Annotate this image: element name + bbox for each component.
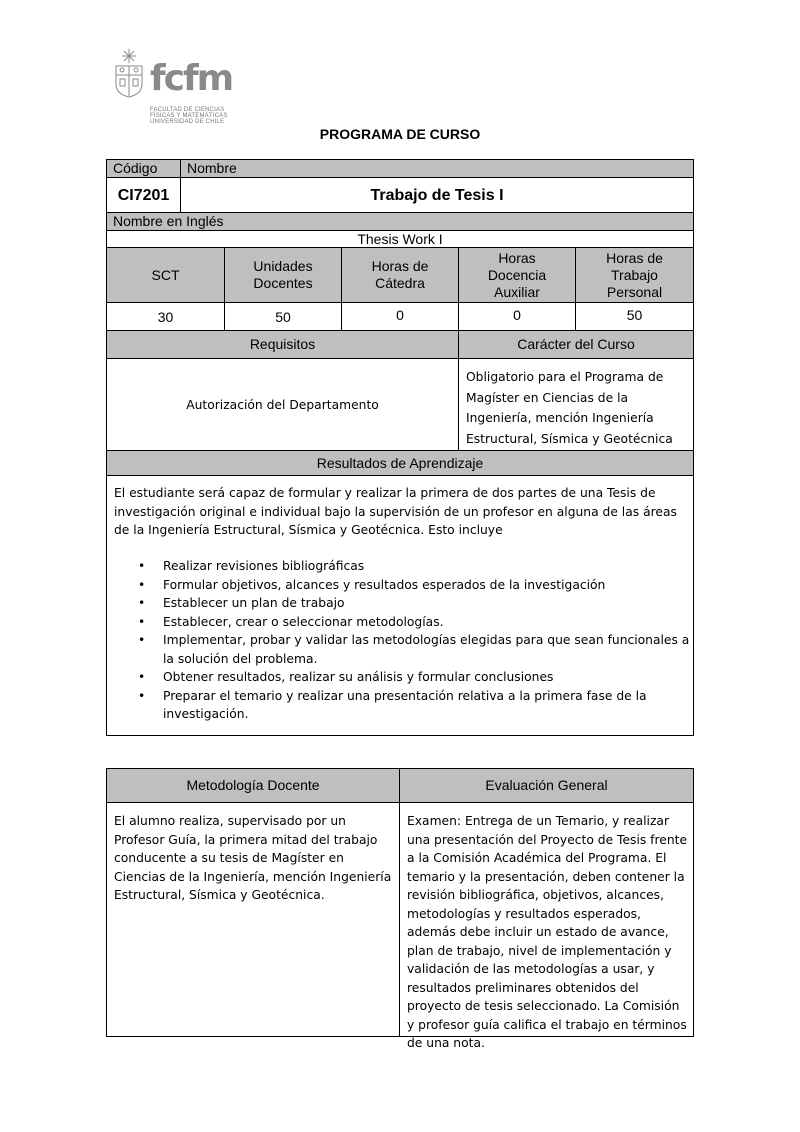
learning-item-text: Obtener resultados, realizar su análisis y formular conclusiones [163,670,554,684]
credits-value-units: 50 [275,309,291,325]
evaluation-label: Evaluación General [400,769,693,802]
logo-line: FACULTAD DE CIENCIAS [150,107,225,113]
credits-value-aux-hours: 0 [513,307,521,323]
logo-wordmark: fcfm [150,58,233,99]
character-value: Obligatorio para el Programa de Magíster en Ciencias de la Ingeniería, mención Ingeniería Estructural, Sísmica y Geotécnica [466,370,673,446]
fcfm-logo [112,46,242,128]
bullet-icon: • [138,559,146,573]
table-border [106,159,694,736]
table-border [106,768,694,1037]
code-label: Código [107,160,180,177]
credits-header-personal-hours: Horas de Trabajo Personal [576,248,693,302]
bullet-icon: • [138,670,146,684]
learning-item-text: Establecer un plan de trabajo [163,596,345,610]
logo-line: UNIVERSIDAD DE CHILE [150,119,225,125]
methodology-text: El alumno realiza, supervisado por un Profesor Guía, la primera mitad del trabajo conducente a su tesis de Magíster en Ciencias de la Ingeniería, mención Ingeniería Estructural, Sísmica y Geotécnica. [114,814,392,902]
credits-header-units: Unidades Docentes [225,248,341,302]
credits-value-lecture-hours: 0 [396,307,404,323]
logo-line: FÍSICAS Y MATEMÁTICAS [150,113,228,119]
english-name: Thesis Work I [357,230,443,247]
learning-intro: El estudiante será capaz de formular y realizar la primera de dos partes de una Tesis de investigación original e individual bajo la supervisión de un profesor en alguna de las áreas de la Ingeniería Estructural, Sísmica y Geotécnica. Esto incluye [114,486,677,537]
learning-item-text: Establecer, crear o seleccionar metodologías. [163,614,444,629]
credits-header-sct: SCT [107,248,224,302]
bullet-icon: • [138,633,146,647]
requirements-value: Autorización del Departamento [186,398,379,412]
course-name: Trabajo de Tesis I [370,186,504,204]
learning-item-text: Preparar el temario y realizar una presentación relativa a la primera fase de la investigación. [163,688,647,721]
evaluation-text: Examen: Entrega de un Temario, y realizar una presentación del Proyecto de Tesis frente a la Comisión Académica del Programa. El temario y la presentación, deben contener la revisión bibliográfica, objetivos, alcances, metodologías y resultados esperados, además debe incluir un estado de avance, plan de trabajo, nivel de implementación y validación de las metodologías a usar, y resultados preliminares obtenidos del proyecto de tesis seleccionado. La Comisión y profesor guía califica el trabajo en términos de una nota. [407,814,688,1050]
learning-outcomes-label: Resultados de Aprendizaje [107,451,693,475]
course-code: CI7201 [117,186,170,204]
bullet-icon: • [138,596,146,610]
learning-item-text: Realizar revisiones bibliográficas [163,559,365,573]
learning-item-text: Implementar, probar y validar las metodologías elegidas para que sean funcionales a la solución del problema. [163,633,690,666]
credits-value-personal-hours: 50 [626,307,643,323]
credits-header-aux-hours: Horas Docencia Auxiliar [459,248,575,302]
methodology-label: Metodología Docente [107,769,399,802]
credits-value-sct: 30 [157,309,174,325]
name-label: Nombre [181,160,693,177]
learning-item-text: Formular objetivos, alcances y resultados esperados de la investigación [163,577,606,592]
bullet-icon: • [138,688,146,703]
bullet-icon: • [138,577,146,592]
document-title: PROGRAMA DE CURSO [319,126,481,142]
university-crest-icon [112,48,146,98]
english-name-label: Nombre en Inglés [107,213,693,230]
requirements-label: Requisitos [107,331,458,358]
bullet-icon: • [138,614,146,629]
character-label: Carácter del Curso [459,331,693,358]
credits-header-lecture-hours: Horas de Cátedra [342,248,458,302]
